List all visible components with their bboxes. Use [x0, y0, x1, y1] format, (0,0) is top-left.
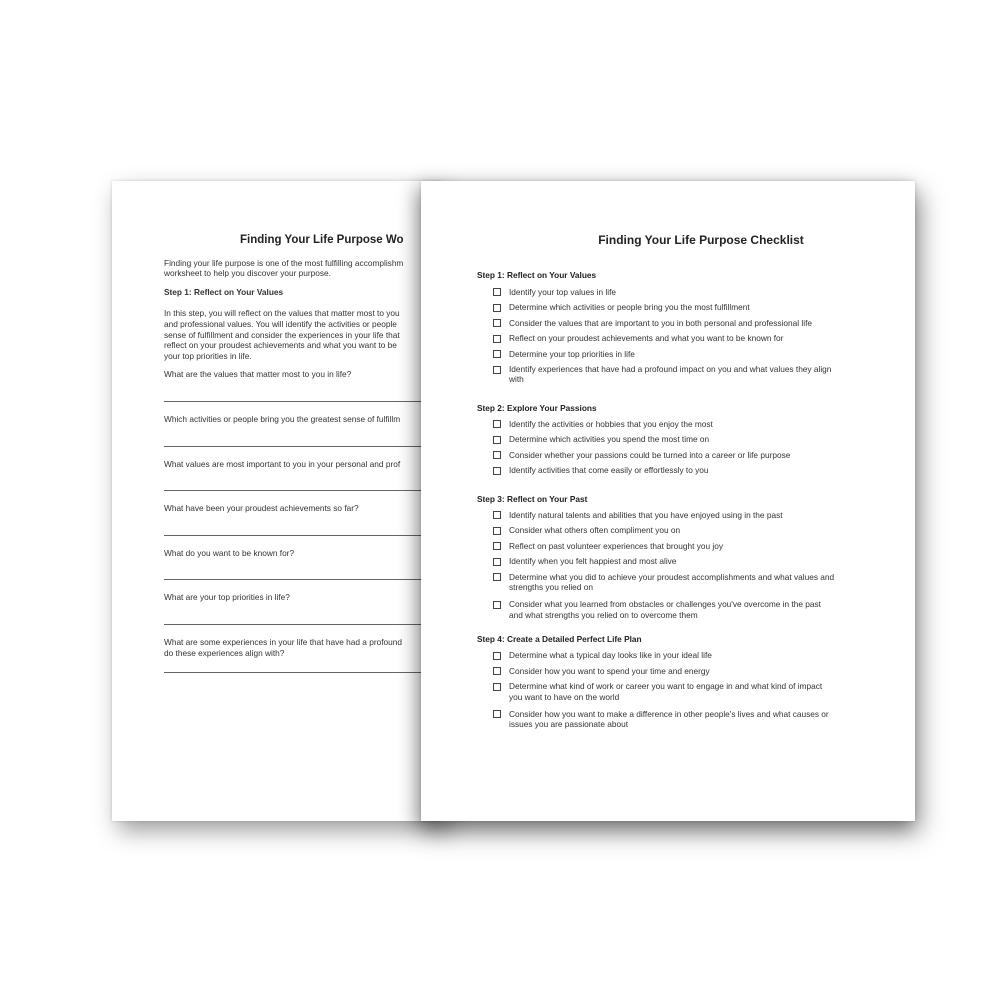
- answer-line: [164, 425, 434, 447]
- checklist-page: [421, 181, 915, 821]
- checklist-item-text: Determine which activities you spend the most time on: [509, 434, 710, 445]
- section-heading: Step 2: Explore Your Passions: [477, 402, 597, 413]
- checklist-item: [493, 333, 877, 343]
- answer-line: [164, 469, 434, 491]
- checkbox-icon: [493, 542, 501, 550]
- checkbox-icon: [493, 573, 501, 581]
- checkbox-icon: [493, 436, 501, 444]
- checklist-item-text: Identify the activities or hobbies that you enjoy the most: [509, 418, 713, 429]
- checklist-item-text: Consider the values that are important to you in both personal and professional life: [509, 317, 813, 328]
- checklist-section: [477, 494, 877, 620]
- checklist-item: [493, 349, 877, 359]
- worksheet-question: Which activities or people bring you the greatest sense of fulfillm: [164, 413, 401, 424]
- checkbox-icon: [493, 451, 501, 459]
- worksheet-question: What are the values that matter most to you in life?: [164, 369, 352, 380]
- checkbox-icon: [493, 335, 501, 343]
- answer-line: [164, 514, 434, 536]
- checklist-item-text: Determine which activities or people bring you the most fulfillment: [509, 302, 750, 313]
- checklist-item-text: Consider how you want to spend your time and energy: [509, 665, 710, 676]
- checklist-section: [477, 634, 877, 729]
- checklist-item: [493, 525, 877, 535]
- checkbox-icon: [493, 558, 501, 566]
- worksheet-step-heading: Step 1: Reflect on Your Values: [164, 286, 284, 297]
- worksheet-title: Finding Your Life Purpose Wo: [240, 234, 404, 246]
- checkbox-icon: [493, 420, 501, 428]
- checkbox-icon: [493, 319, 501, 327]
- checkbox-icon: [493, 350, 501, 358]
- worksheet-intro: Finding your life purpose is one of the most fulfilling accomplishm worksheet to help you discover your purpose.: [164, 257, 404, 279]
- checklist-item-text: Identify your top values in life: [509, 286, 616, 297]
- section-heading: Step 4: Create a Detailed Perfect Life Plan: [477, 634, 642, 645]
- worksheet-question: What have been your proudest achievements so far?: [164, 503, 359, 514]
- checklist-content: [477, 235, 877, 748]
- worksheet-content: [164, 235, 442, 685]
- checkbox-icon: [493, 652, 501, 660]
- checklist-item: [493, 419, 877, 429]
- worksheet-question: What values are most important to you in your personal and prof: [164, 458, 401, 469]
- checkbox-icon: [493, 683, 501, 691]
- checklist-item-text: Reflect on past volunteer experiences that brought you joy: [509, 540, 724, 551]
- checklist-item-text: Consider whether your passions could be turned into a career or life purpose: [509, 449, 791, 460]
- checklist-item-text: Determine what a typical day looks like in your ideal life: [509, 650, 712, 661]
- worksheet-page: [112, 181, 442, 821]
- checklist-section: [477, 403, 877, 476]
- checkbox-icon: [493, 601, 501, 609]
- checklist-item-text: Determine what you did to achieve your proudest accomplishments and what values and strengths you relied on: [509, 571, 835, 593]
- checklist-item-text: Identify natural talents and abilities that you have enjoyed using in the past: [509, 509, 783, 520]
- checklist-item: [493, 287, 877, 297]
- checkbox-icon: [493, 710, 501, 718]
- checklist-item: [493, 556, 877, 566]
- checklist-item-text: Reflect on your proudest achievements and what you want to be known for: [509, 333, 784, 344]
- checklist-item: [493, 709, 877, 730]
- checklist-item-text: Determine what kind of work or career you want to engage in and what kind of impact you want to have on the world: [509, 681, 823, 702]
- checkbox-icon: [493, 667, 501, 675]
- checkbox-icon: [493, 527, 501, 535]
- checklist-item: [493, 364, 877, 385]
- checkbox-icon: [493, 366, 501, 374]
- answer-line: [164, 558, 434, 580]
- worksheet-question: What do you want to be known for?: [164, 547, 295, 558]
- checklist-item: [493, 465, 877, 475]
- checklist-item: [493, 650, 877, 660]
- worksheet-step-text: In this step, you will reflect on the values that matter most to you and professional values. You will identify the activities or people sense of fulfillment and consider the experiences in your life that reflect on your proudest achievements and what you want to be your top priorities in life.: [164, 308, 400, 361]
- worksheet-question: What are your top priorities in life?: [164, 592, 290, 603]
- answer-line: [164, 603, 434, 625]
- checklist-item: [493, 318, 877, 328]
- checklist-item-text: Identify activities that come easily or effortlessly to you: [509, 465, 709, 476]
- answer-line: [164, 658, 434, 673]
- checklist-item: [493, 510, 877, 520]
- section-heading: Step 3: Reflect on Your Past: [477, 493, 588, 504]
- section-heading: Step 1: Reflect on Your Values: [477, 270, 597, 281]
- checklist-item: [493, 541, 877, 551]
- checklist-section: [477, 270, 877, 384]
- checklist-item: [493, 666, 877, 676]
- checklist-item-text: Determine your top priorities in life: [509, 348, 635, 359]
- checklist-item-text: Consider how you want to make a difference in other people's lives and what causes or issues you are passionate about: [509, 708, 829, 730]
- checkbox-icon: [493, 511, 501, 519]
- answer-line: [164, 380, 434, 402]
- checklist-item: [493, 302, 877, 312]
- worksheet-question: What are some experiences in your life that have had a profound do these experiences align with?: [164, 636, 402, 658]
- checklist-item: [493, 681, 877, 702]
- checklist-item-text: Consider what others often compliment you on: [509, 525, 681, 536]
- checklist-item-text: Identify experiences that have had a profound impact on you and what values they align with: [509, 364, 832, 385]
- checklist-title: Finding Your Life Purpose Checklist: [598, 233, 804, 247]
- checkbox-icon: [493, 288, 501, 296]
- checklist-item: [493, 450, 877, 460]
- checklist-item-text: Identify when you felt happiest and most alive: [509, 556, 677, 567]
- checklist-item: [493, 572, 877, 593]
- checklist-item: [493, 434, 877, 444]
- checkbox-icon: [493, 304, 501, 312]
- checkbox-icon: [493, 467, 501, 475]
- checklist-item-text: Consider what you learned from obstacles or challenges you've overcome in the past and what strengths you relied on to overcome them: [509, 599, 821, 620]
- checklist-item: [493, 599, 877, 620]
